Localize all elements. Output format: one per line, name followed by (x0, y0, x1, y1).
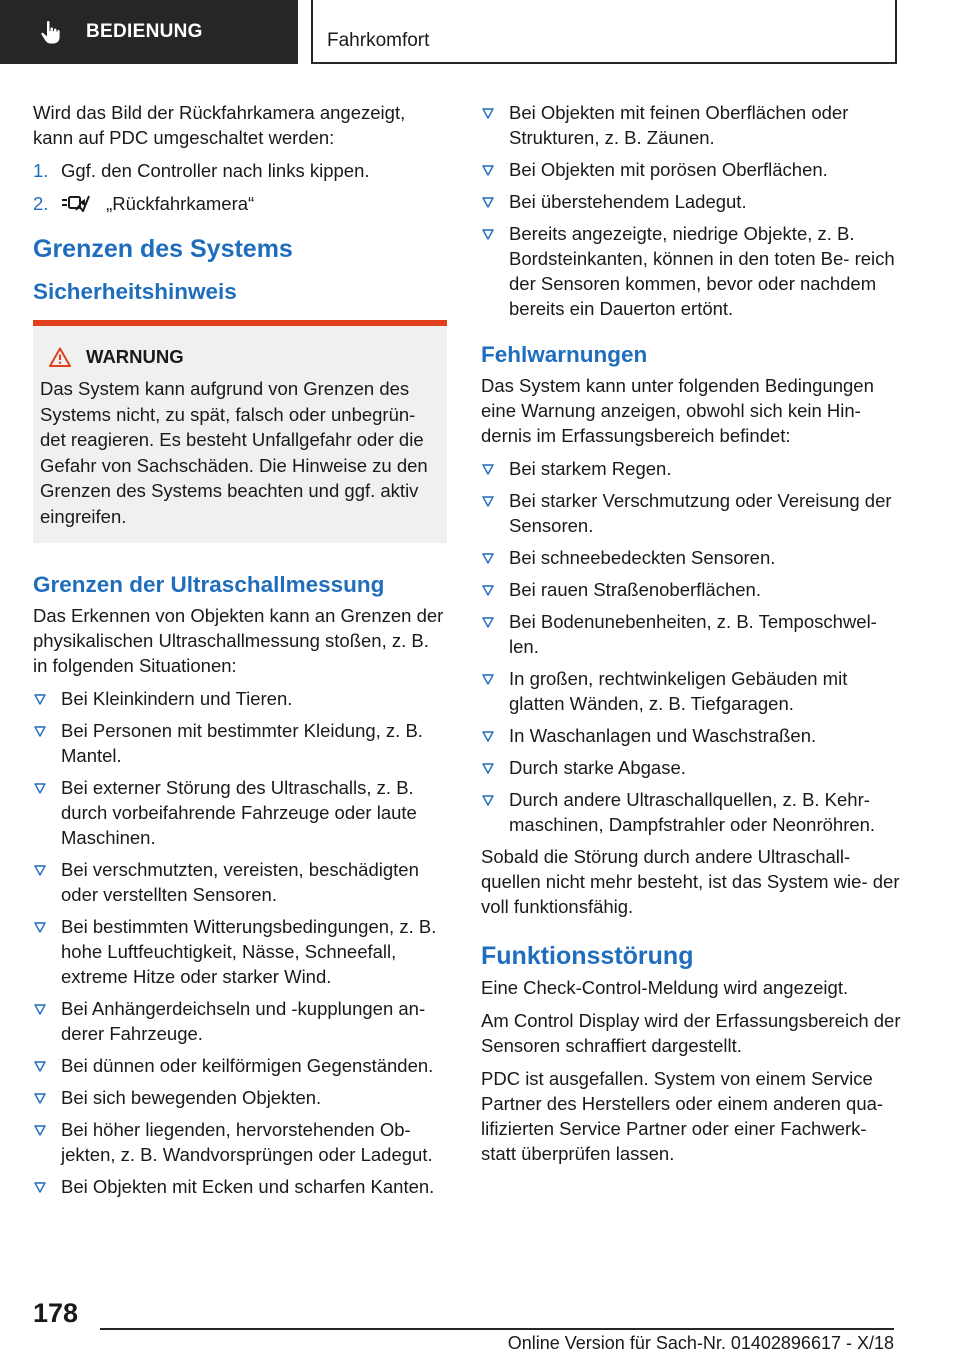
list-item-text: Bei verschmutzten, vereisten, beschädigten oder verstellten Sensoren. (61, 859, 419, 905)
list-item-text: Bei Objekten mit Ecken und scharfen Kanten. (61, 1176, 435, 1197)
bullet-triangle-icon (482, 617, 494, 628)
list-item (33, 775, 447, 850)
bullet-triangle-icon (34, 783, 46, 794)
step-item (33, 158, 447, 183)
ultrasound-limits-list-continued (481, 100, 901, 321)
list-item (33, 1174, 447, 1199)
bullet-triangle-icon (482, 731, 494, 742)
list-item (481, 723, 901, 748)
bullet-triangle-icon (34, 1061, 46, 1072)
step-item (33, 191, 447, 216)
chapter-title: Fahrkomfort (327, 30, 430, 51)
malfunction-paragraph: Am Control Display wird der Erfassungsbereich der Sensoren schraffiert dargestellt. (481, 1010, 901, 1056)
list-item (481, 577, 901, 602)
list-item-text: Bei dünnen oder keilförmigen Gegenständen. (61, 1055, 434, 1076)
list-item (33, 718, 447, 768)
bullet-triangle-icon (34, 1093, 46, 1104)
bullet-triangle-icon (34, 1004, 46, 1015)
left-column (33, 100, 447, 1206)
bullet-triangle-icon (34, 1182, 46, 1193)
list-item-text: Bei Anhängerdeichseln und -kupplungen an‐ derer Fahrzeuge. (61, 998, 426, 1044)
bullet-triangle-icon (482, 496, 494, 507)
list-item (481, 221, 901, 321)
malfunction-paragraph: Eine Check-Control-Meldung wird angezeigt. (481, 977, 849, 998)
section-tab[interactable] (0, 0, 298, 64)
list-item-text: Bei höher liegenden, hervorstehenden Ob‐ jekten, z. B. Wandvorsprüngen oder Ladegut. (61, 1119, 433, 1165)
page-number: 178 (33, 1298, 79, 1328)
bullet-triangle-icon (482, 795, 494, 806)
list-item-text: Bei Personen mit bestimmter Kleidung, z. B. Mantel. (61, 720, 423, 766)
rear-camera-icon (61, 194, 91, 212)
footer-divider (100, 1328, 894, 1330)
ultrasound-limits-list (33, 686, 447, 1199)
list-item (481, 545, 901, 570)
step-number: 1. (33, 160, 49, 181)
heading-ultrasound-limits: Grenzen der Ultraschallmessung (33, 572, 385, 597)
list-item-text: Bei sich bewegenden Objekten. (61, 1087, 322, 1108)
list-item-text: Bei überstehendem Ladegut. (509, 191, 747, 212)
heading-false-warnings: Fehlwarnungen (481, 342, 648, 367)
step-text: Ggf. den Controller nach links kippen. (61, 160, 370, 181)
list-item (33, 1117, 447, 1167)
warning-text: Das System kann aufgrund von Grenzen des Systems nicht, zu spät, falsch oder unbegrün‐ det reagieren. Es besteht Unfallgefahr oder die Gefahr von Sachschäden. Die Hinweise zu den Grenzen des Systems beachten und ggf. aktiv eingreifen. (40, 378, 428, 527)
bullet-triangle-icon (34, 694, 46, 705)
list-item (33, 857, 447, 907)
bullet-triangle-icon (482, 464, 494, 475)
footer-version: Online Version für Sach-Nr. 01402896617 - X/18 (507, 1333, 894, 1353)
bullet-triangle-icon (482, 674, 494, 685)
bullet-triangle-icon (34, 726, 46, 737)
list-item (33, 686, 447, 711)
bullet-triangle-icon (482, 763, 494, 774)
page-header (0, 0, 960, 66)
bullet-triangle-icon (34, 1125, 46, 1136)
list-item (481, 787, 901, 837)
list-item-text: Bei Objekten mit feinen Oberflächen oder Strukturen, z. B. Zäunen. (509, 102, 849, 148)
list-item-text: In Waschanlagen und Waschstraßen. (509, 725, 817, 746)
bullet-triangle-icon (482, 108, 494, 119)
list-item (33, 1053, 447, 1078)
bullet-triangle-icon (34, 922, 46, 933)
heading-safety-note: Sicherheitshinweis (33, 279, 237, 304)
list-item-text: Bereits angezeigte, niedrige Objekte, z. B. Bordsteinkanten, können in den toten Be‐ reich der Sensoren kommen, bevor oder nachdem bereits ein Dauerton ertönt. (509, 223, 895, 319)
malfunction-paragraph: PDC ist ausgefallen. System von einem Service Partner des Herstellers oder einem anderen qua‐ lifizierten Service Partner oder einer Fachwerk‐ statt überprüfen lassen. (481, 1068, 884, 1164)
step-list (33, 158, 447, 216)
warning-box (33, 320, 447, 543)
list-item-text: Durch starke Abgase. (509, 757, 686, 778)
list-item-text: Bei Kleinkindern und Tieren. (61, 688, 293, 709)
list-item-text: Bei rauen Straßenoberflächen. (509, 579, 761, 600)
list-item (481, 609, 901, 659)
bullet-triangle-icon (482, 553, 494, 564)
list-item-text: Bei externer Störung des Ultraschalls, z. B. durch vorbeifahrende Fahrzeuge oder laute Maschinen. (61, 777, 417, 848)
bullet-triangle-icon (482, 165, 494, 176)
list-item-text: Bei starker Verschmutzung oder Vereisung der Sensoren. (509, 490, 892, 536)
list-item (481, 100, 901, 150)
bullet-triangle-icon (482, 197, 494, 208)
bullet-triangle-icon (482, 229, 494, 240)
list-item-text: Bei schneebedeckten Sensoren. (509, 547, 776, 568)
warning-header (40, 346, 437, 368)
false-warnings-list (481, 456, 901, 837)
list-item (481, 666, 901, 716)
step-number: 2. (33, 193, 49, 214)
list-item (481, 157, 901, 182)
warning-label: WARNUNG (86, 346, 184, 367)
bullet-triangle-icon (34, 865, 46, 876)
false-warnings-intro: Das System kann unter folgenden Bedingungen eine Warnung anzeigen, obwohl sich kein Hin‐ dernis im Erfassungsbereich befindet: (481, 375, 874, 446)
list-item (33, 1085, 447, 1110)
list-item-text: Bei Bodenunebenheiten, z. B. Temposchwel‐ len. (509, 611, 877, 657)
intro-paragraph: Wird das Bild der Rückfahrkamera angezeigt, kann auf PDC umgeschaltet werden: (33, 102, 406, 148)
list-item (481, 189, 901, 214)
list-item-text: Bei starkem Regen. (509, 458, 672, 479)
warning-triangle-icon (49, 347, 71, 367)
list-item (481, 456, 901, 481)
list-item (33, 914, 447, 989)
heading-malfunction: Funktionsstörung (481, 942, 694, 970)
list-item (33, 996, 447, 1046)
list-item-text: Durch andere Ultraschallquellen, z. B. Kehr‐ maschinen, Dampfstrahler oder Neonröhren. (509, 789, 876, 835)
step-text: „Rückfahrkamera“ (106, 193, 255, 214)
false-warnings-outro: Sobald die Störung durch andere Ultraschall‐ quellen nicht mehr besteht, ist das System wie‐ der voll funktionsfähig. (481, 846, 900, 917)
ultrasound-intro: Das Erkennen von Objekten kann an Grenzen der physikalischen Ultraschallmessung stoßen, z. B. in folgenden Situationen: (33, 605, 444, 676)
right-column (481, 100, 901, 1174)
heading-system-limits: Grenzen des Systems (33, 235, 293, 263)
chapter-box (311, 0, 897, 64)
list-item-text: Bei bestimmten Witterungsbedingungen, z. B. hohe Luftfeuchtigkeit, Nässe, Schneefall, extreme Hitze oder starker Wind. (61, 916, 437, 987)
list-item (481, 488, 901, 538)
bullet-triangle-icon (482, 585, 494, 596)
section-label: BEDIENUNG (86, 21, 203, 42)
list-item (481, 755, 901, 780)
pointing-hand-icon (38, 19, 64, 45)
list-item-text: In großen, rechtwinkeligen Gebäuden mit glatten Wänden, z. B. Tiefgaragen. (509, 668, 848, 714)
list-item-text: Bei Objekten mit porösen Oberflächen. (509, 159, 828, 180)
